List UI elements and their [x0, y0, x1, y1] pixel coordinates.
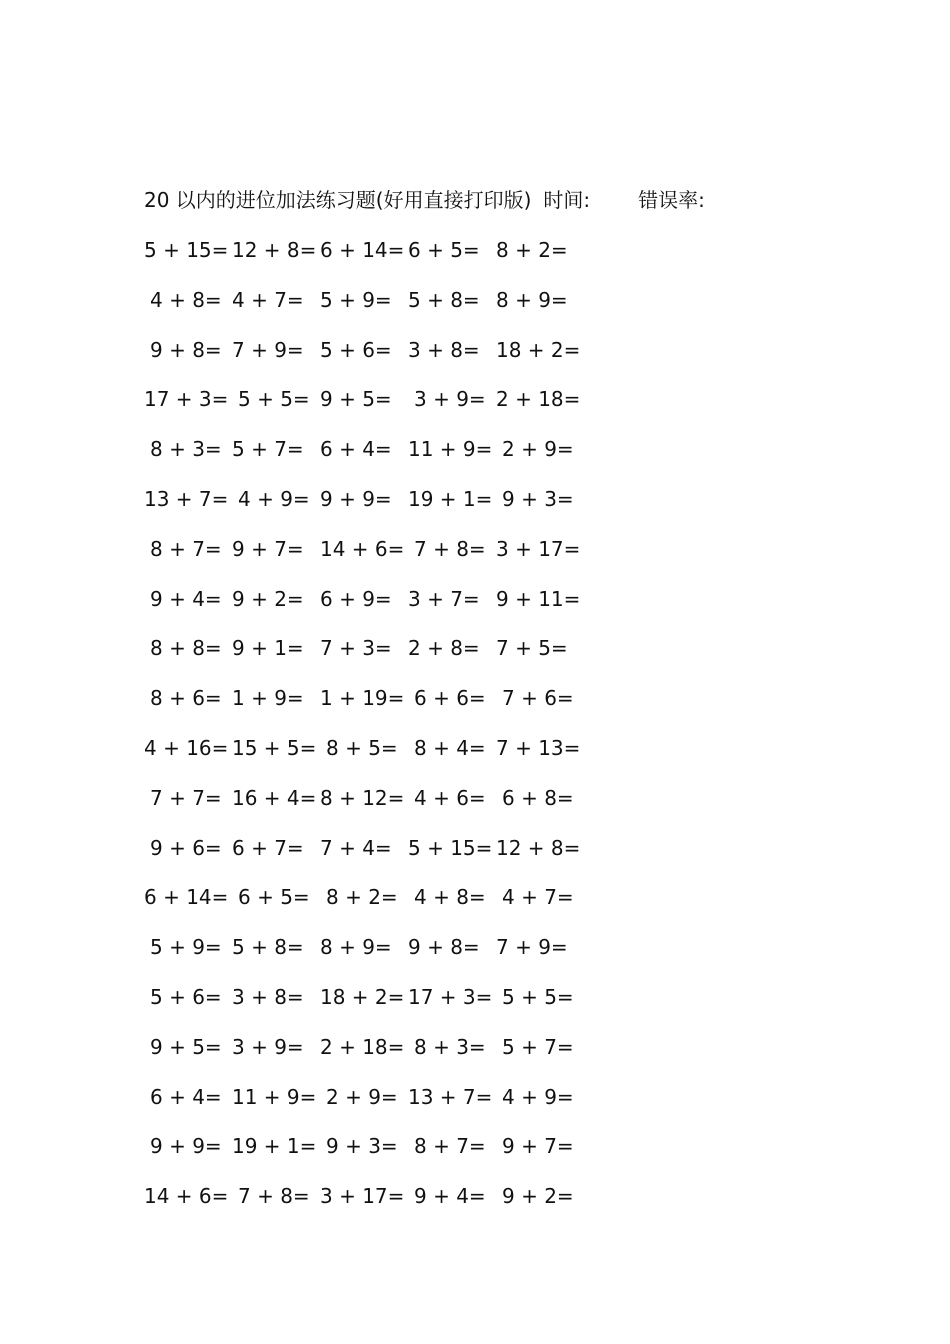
error-rate-label: 错误率: [638, 188, 705, 212]
addition-problem: 6 + 5= [408, 238, 480, 262]
addition-problem: 4 + 7= [232, 287, 304, 312]
addition-problem: 7 + 5= [496, 636, 568, 661]
worksheet-header [144, 186, 705, 214]
addition-problem: 9 + 8= [408, 935, 480, 960]
addition-problem: 11 + 9= [232, 1084, 317, 1109]
addition-problem: 8 + 9= [496, 287, 568, 312]
addition-problem: 9 + 2= [232, 586, 304, 611]
addition-problem: 7 + 8= [414, 536, 486, 561]
addition-problem: 7 + 4= [320, 835, 392, 860]
addition-problem: 5 + 8= [232, 935, 304, 960]
addition-problem: 7 + 9= [232, 337, 304, 362]
addition-problem: 4 + 8= [414, 885, 486, 910]
addition-problem: 9 + 5= [320, 387, 392, 412]
addition-problem: 8 + 5= [326, 736, 398, 760]
addition-problem: 9 + 8= [150, 337, 222, 362]
addition-problem: 6 + 9= [320, 586, 392, 611]
worksheet-title: 20 以内的进位加法练习题(好用直接打印版) [144, 188, 532, 212]
addition-problem: 12 + 8= [496, 835, 581, 860]
addition-problem: 3 + 9= [414, 387, 486, 412]
addition-problem: 8 + 7= [414, 1134, 486, 1159]
addition-problem: 7 + 9= [496, 935, 568, 960]
addition-problem: 2 + 9= [502, 437, 574, 462]
addition-problem: 5 + 9= [320, 287, 392, 312]
addition-problem: 9 + 9= [150, 1134, 222, 1159]
addition-problem: 9 + 7= [232, 536, 304, 561]
addition-problem: 7 + 7= [150, 785, 222, 810]
addition-problem: 8 + 2= [326, 885, 398, 910]
addition-problem: 5 + 15= [408, 835, 493, 860]
addition-problem: 2 + 18= [320, 1034, 405, 1059]
time-label: 时间: [543, 188, 591, 212]
addition-problem: 8 + 2= [496, 238, 568, 262]
addition-problem: 1 + 9= [232, 686, 304, 711]
addition-problem: 8 + 3= [150, 437, 222, 462]
addition-problem: 9 + 2= [502, 1184, 574, 1209]
addition-problem: 4 + 6= [414, 785, 486, 810]
addition-problem: 4 + 8= [150, 287, 222, 312]
addition-problem: 11 + 9= [408, 437, 493, 462]
addition-problem: 3 + 7= [408, 586, 480, 611]
addition-problem: 4 + 9= [502, 1084, 574, 1109]
addition-problem: 8 + 8= [150, 636, 222, 661]
addition-problem: 3 + 8= [232, 985, 304, 1009]
addition-problem: 4 + 9= [238, 487, 310, 511]
addition-problem: 5 + 6= [320, 337, 392, 362]
addition-problem: 14 + 6= [144, 1184, 229, 1209]
addition-problem: 7 + 13= [496, 736, 581, 760]
addition-problem: 8 + 4= [414, 736, 486, 760]
addition-problem: 5 + 5= [502, 985, 574, 1009]
addition-problem: 17 + 3= [144, 387, 229, 412]
addition-problem: 6 + 5= [238, 885, 310, 910]
addition-problem: 6 + 14= [320, 238, 405, 262]
addition-problem: 1 + 19= [320, 686, 405, 711]
addition-problem: 16 + 4= [232, 785, 317, 810]
addition-problem: 18 + 2= [496, 337, 581, 362]
addition-problem: 6 + 14= [144, 885, 229, 910]
addition-problem: 2 + 18= [496, 387, 581, 412]
addition-problem: 7 + 3= [320, 636, 392, 661]
addition-problem: 9 + 7= [502, 1134, 574, 1159]
addition-problem: 8 + 6= [150, 686, 222, 711]
addition-problem: 12 + 8= [232, 238, 317, 262]
addition-problem: 6 + 4= [320, 437, 392, 462]
addition-problem: 8 + 12= [320, 785, 405, 810]
addition-problem: 2 + 8= [408, 636, 480, 661]
addition-problem: 5 + 7= [232, 437, 304, 462]
addition-problem: 9 + 11= [496, 586, 581, 611]
addition-problem: 9 + 9= [320, 487, 392, 511]
addition-problem: 3 + 9= [232, 1034, 304, 1059]
addition-problem: 5 + 8= [408, 287, 480, 312]
addition-problem: 3 + 8= [408, 337, 480, 362]
addition-problem: 15 + 5= [232, 736, 317, 760]
addition-problem: 5 + 6= [150, 985, 222, 1009]
addition-problem: 5 + 9= [150, 935, 222, 960]
addition-problem: 9 + 3= [326, 1134, 398, 1159]
addition-problem: 13 + 7= [144, 487, 229, 511]
addition-problem: 18 + 2= [320, 985, 405, 1009]
addition-problem: 5 + 7= [502, 1034, 574, 1059]
addition-problem: 6 + 4= [150, 1084, 222, 1109]
addition-problem: 19 + 1= [232, 1134, 317, 1159]
addition-problem: 4 + 7= [502, 885, 574, 910]
addition-problem: 5 + 15= [144, 238, 229, 262]
addition-problem: 6 + 6= [414, 686, 486, 711]
addition-problem: 5 + 5= [238, 387, 310, 412]
addition-problem: 9 + 6= [150, 835, 222, 860]
addition-problem: 9 + 4= [150, 586, 222, 611]
addition-problem: 7 + 8= [238, 1184, 310, 1209]
addition-problem: 17 + 3= [408, 985, 493, 1009]
addition-problem: 14 + 6= [320, 536, 405, 561]
addition-problem: 9 + 4= [414, 1184, 486, 1209]
addition-problem: 13 + 7= [408, 1084, 493, 1109]
addition-problem: 9 + 3= [502, 487, 574, 511]
addition-problem: 6 + 7= [232, 835, 304, 860]
addition-problem: 4 + 16= [144, 736, 229, 760]
addition-problem: 19 + 1= [408, 487, 493, 511]
addition-problem: 6 + 8= [502, 785, 574, 810]
addition-problem: 2 + 9= [326, 1084, 398, 1109]
addition-problem: 8 + 3= [414, 1034, 486, 1059]
addition-problem: 9 + 5= [150, 1034, 222, 1059]
addition-problem: 7 + 6= [502, 686, 574, 711]
addition-problem: 3 + 17= [496, 536, 581, 561]
addition-problem: 8 + 7= [150, 536, 222, 561]
addition-problem: 9 + 1= [232, 636, 304, 661]
addition-problem: 3 + 17= [320, 1184, 405, 1209]
addition-problem: 8 + 9= [320, 935, 392, 960]
